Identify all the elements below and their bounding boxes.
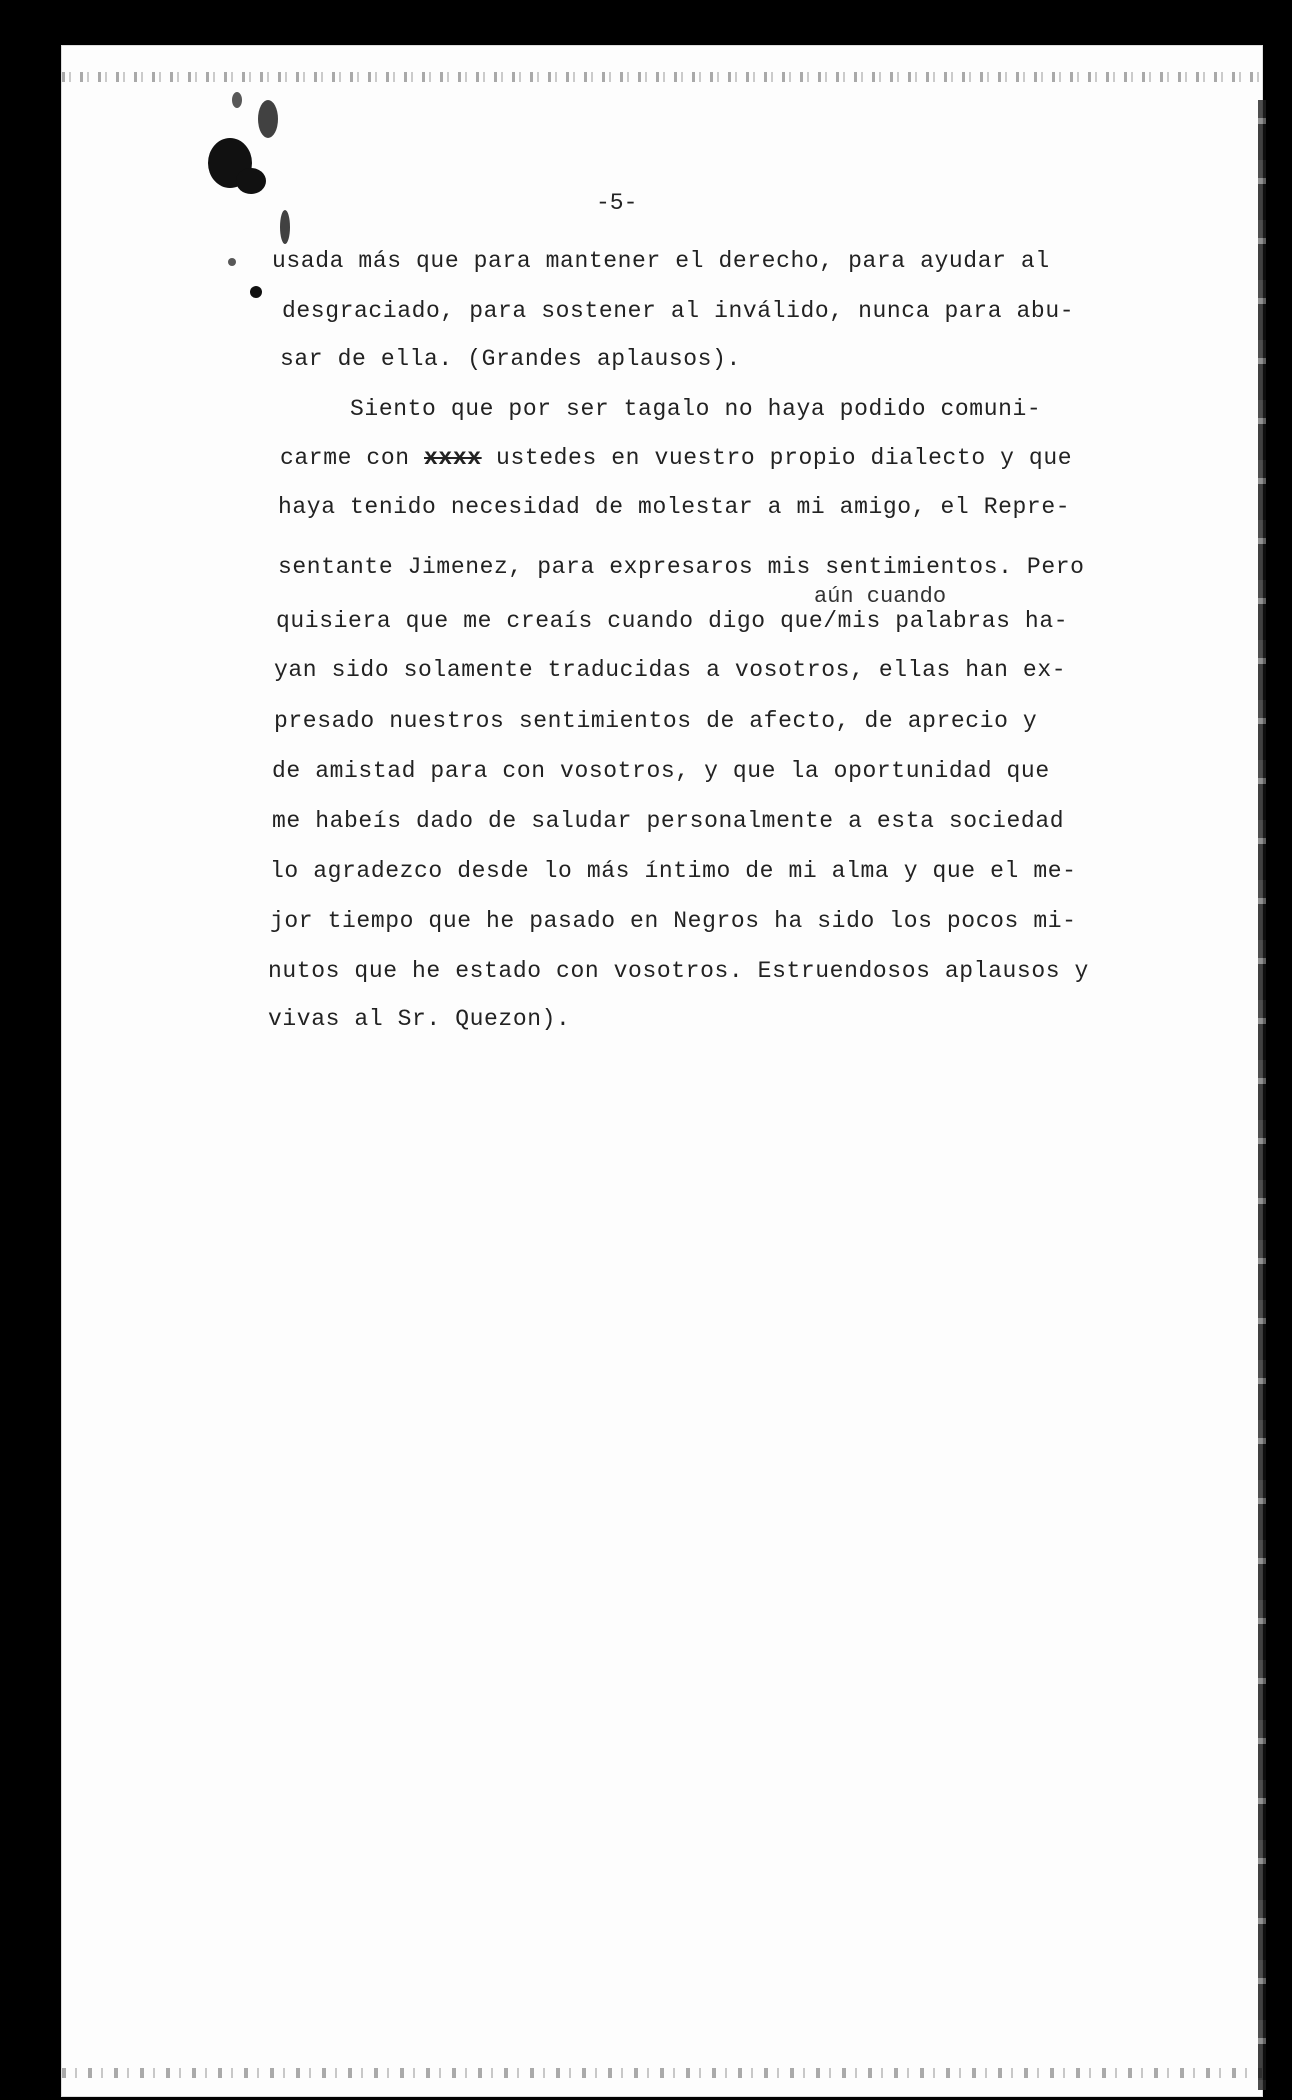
text-line: usada más que para mantener el derecho, para ayudar al <box>272 248 1050 274</box>
text-line: jor tiempo que he pasado en Negros ha sido los pocos mi- <box>270 908 1077 934</box>
text-fragment: ustedes en vuestro propio dialecto y que <box>481 445 1073 471</box>
text-line: Siento que por ser tagalo no haya podido comuni- <box>278 396 1042 422</box>
text-line: desgraciado, para sostener al inválido, nunca para abu- <box>282 298 1075 324</box>
page-number: -5- <box>596 190 638 216</box>
text-fragment: carme con <box>280 445 410 471</box>
ink-smudge <box>250 286 262 298</box>
page-right-edge <box>1258 100 1266 2090</box>
text-line: quisiera que me creaís cuando digo que/mis palabras ha- <box>276 608 1069 634</box>
text-line: me habeís dado de saludar personalmente a esta sociedad <box>272 808 1065 834</box>
text-line: haya tenido necesidad de molestar a mi amigo, el Repre- <box>278 494 1071 520</box>
ink-smudge <box>228 258 236 266</box>
ink-smudge <box>280 210 290 244</box>
text-line: nutos que he estado con vosotros. Estruendosos aplausos y <box>268 958 1089 984</box>
ink-smudge <box>258 100 278 138</box>
text-line <box>280 445 1072 471</box>
page-top-edge <box>62 72 1262 82</box>
page-bottom-edge <box>62 2068 1262 2078</box>
text-line: vivas al Sr. Quezon). <box>268 1006 571 1032</box>
text-line: presado nuestros sentimientos de afecto, de aprecio y <box>274 708 1038 734</box>
text-line: yan sido solamente traducidas a vosotros, ellas han ex- <box>274 657 1067 683</box>
handwritten-insertion: aún cuando <box>814 584 947 609</box>
text-line: lo agradezco desde lo más íntimo de mi alma y que el me- <box>270 858 1077 884</box>
text-line: sar de ella. (Grandes aplausos). <box>280 346 741 372</box>
text-line: sentante Jimenez, para expresaros mis sentimientos. Pero <box>278 554 1085 580</box>
ink-smudge <box>236 168 266 194</box>
struck-word: xxxx <box>424 445 482 471</box>
ink-smudge <box>232 92 242 108</box>
text-line: de amistad para con vosotros, y que la oportunidad que <box>272 758 1050 784</box>
